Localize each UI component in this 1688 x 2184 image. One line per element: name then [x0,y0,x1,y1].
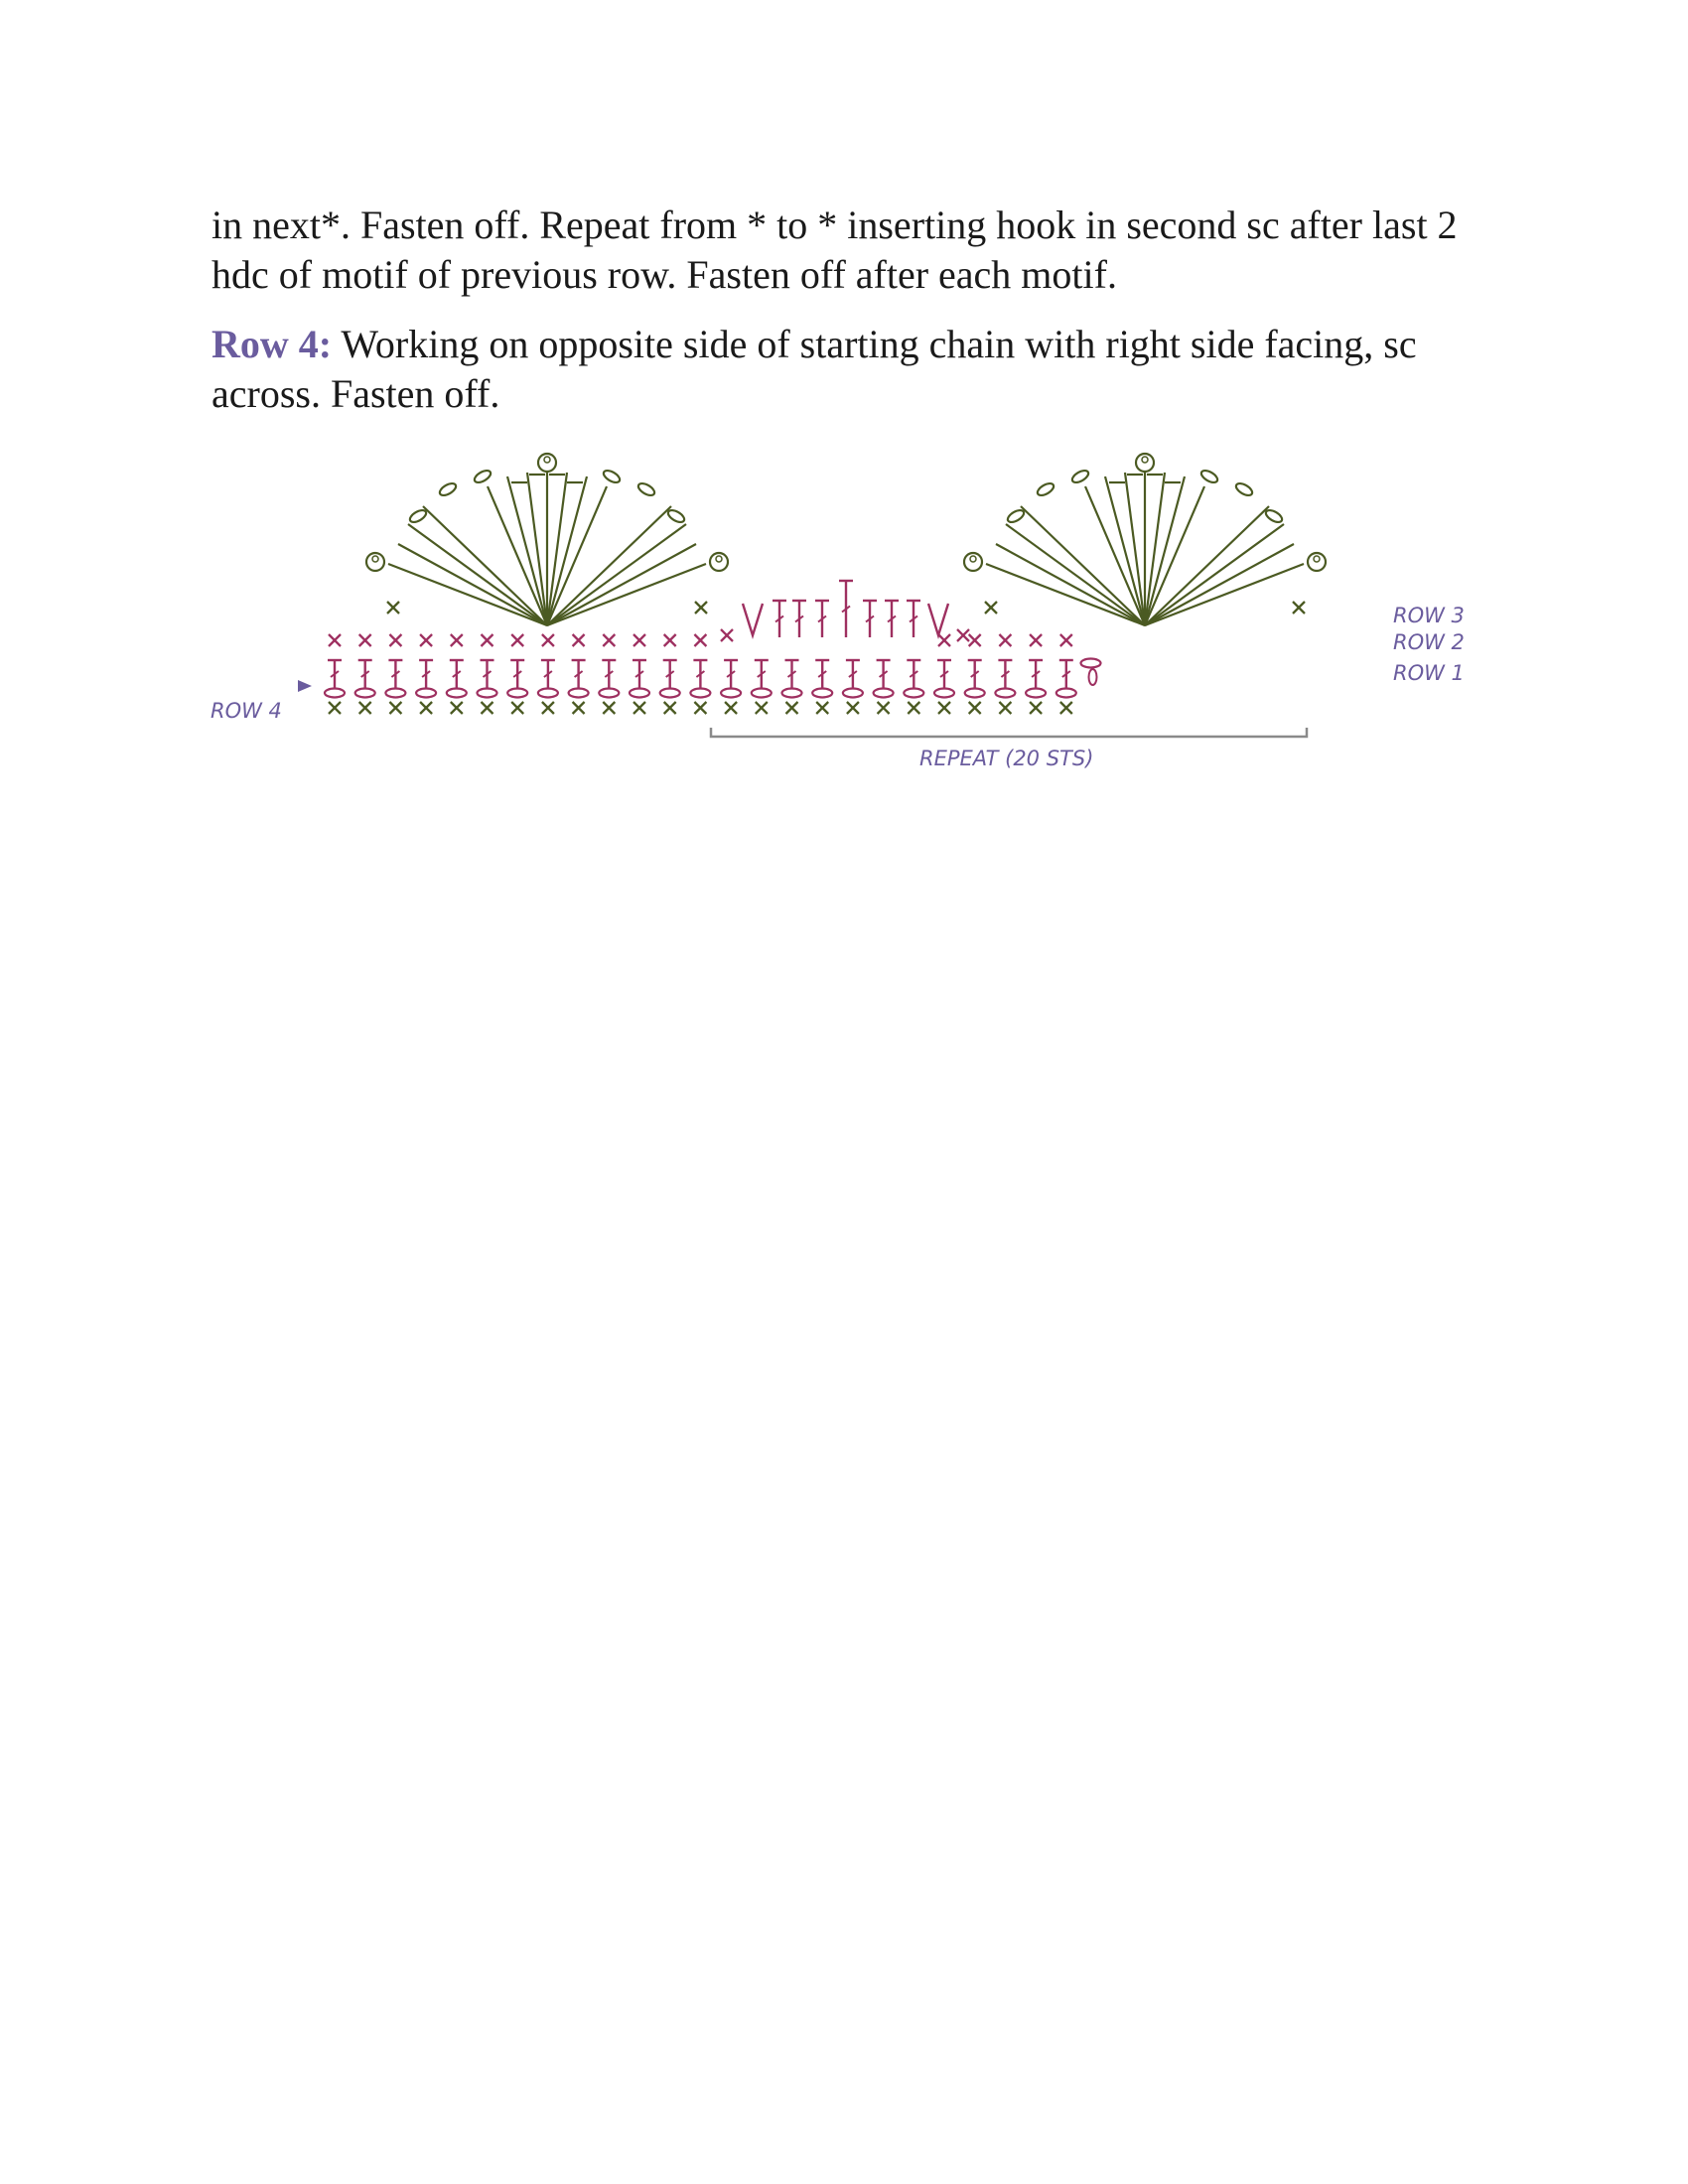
chain-symbol [408,508,428,525]
dc-symbol [328,660,342,688]
sc-symbol [938,634,950,646]
chain-symbol [447,689,467,698]
picot-inner [1314,556,1320,562]
dc-symbol [815,601,829,637]
chain-symbol [630,689,649,698]
picot-inner [716,556,722,562]
sc-symbol [664,702,676,714]
sc-symbol [969,702,981,714]
repeat-bracket [711,728,1307,737]
sc-symbol [420,702,432,714]
sc-symbol [756,702,768,714]
chain-symbol [569,689,589,698]
sc-symbol [694,702,706,714]
row-3-label: ROW 3 [1393,604,1465,627]
sc-symbol [542,634,554,646]
picot-symbol [710,553,728,571]
chain-symbol [660,689,680,698]
fan-spoke [423,506,547,625]
row-4-label: ROW 4 [211,699,282,723]
fan-spoke [547,564,706,625]
row-4-arrow [298,680,312,692]
row-2-label: ROW 2 [1393,630,1465,654]
chain-symbol [416,689,436,698]
dc-symbol [885,601,899,637]
dc-symbol [572,660,586,688]
sc-symbol [957,629,969,641]
sc-symbol [878,702,890,714]
sc-symbol [694,634,706,646]
chain-symbol [995,689,1015,698]
chain-symbol [636,481,656,498]
sc-symbol [573,634,585,646]
picot-symbol [366,553,384,571]
row-1-label: ROW 1 [1393,661,1465,685]
sc-symbol [999,634,1011,646]
stitch-symbols [325,634,1101,714]
sc-symbol [329,702,341,714]
fan-spoke [547,477,587,625]
sc-symbol [969,634,981,646]
sc-symbol [633,702,645,714]
paragraph-text: Working on opposite side of starting chain with right side facing, sc across. Fasten off. [211,322,1417,416]
fan-spoke [1145,544,1294,625]
sc-symbol [786,702,798,714]
chain-symbol [1006,508,1026,525]
sc-symbol [1030,634,1042,646]
sc-symbol [1293,602,1305,614]
dc-symbol [724,660,738,688]
chain-symbol [438,481,458,498]
dc-symbol [663,660,677,688]
sc-symbol [725,702,737,714]
fan-motif [964,454,1326,625]
chain-symbol [965,689,985,698]
v-stitch [928,604,948,635]
dc-symbol [450,660,464,688]
v-stitch [743,604,763,635]
picot-inner [544,457,550,463]
sc-symbol [664,634,676,646]
dc-symbol [815,660,829,688]
sc-symbol [847,702,859,714]
sc-symbol [603,634,615,646]
sc-symbol [603,702,615,714]
sc-symbol [359,702,371,714]
sc-symbol [633,634,645,646]
dc-symbol [877,660,891,688]
sc-symbol [420,634,432,646]
fan-motif [366,454,728,625]
chain-symbol [843,689,863,698]
sc-symbol [482,702,493,714]
dc-symbol [755,660,769,688]
picot-symbol [964,553,982,571]
sc-symbol [542,702,554,714]
repeat-label: REPEAT (20 STS) [919,747,1094,770]
chain-symbol [1036,481,1055,498]
chain-symbol [812,689,832,698]
fan-spoke [986,564,1145,625]
sc-symbol [329,634,341,646]
chain-symbol [599,689,619,698]
fan-spoke [507,477,547,625]
dc-symbol [1029,660,1043,688]
dc-symbol [907,660,920,688]
sc-symbol [999,702,1011,714]
picot-inner [372,556,378,562]
sc-symbol [1060,702,1072,714]
dc-symbol [937,660,951,688]
sc-symbol [938,702,950,714]
sc-symbol [908,702,919,714]
fan-spoke [547,544,696,625]
chain-symbol [1070,469,1090,485]
dc-symbol [388,660,402,688]
chain-symbol [325,689,345,698]
chain-symbol [355,689,375,698]
dc-symbol [510,660,524,688]
chain-symbol [1199,469,1219,485]
chain-symbol [782,689,802,698]
chain-symbol [385,689,405,698]
chain-symbol [473,469,492,485]
chain-symbol [1056,689,1076,698]
row-label: Row 4: [211,322,333,366]
dc-symbol [839,581,853,637]
fan-spoke [1145,477,1185,625]
sc-symbol [1030,702,1042,714]
chain-symbol [904,689,923,698]
fan-spoke [1145,506,1269,625]
sc-symbol [985,602,997,614]
sc-symbol [359,634,371,646]
fan-spoke [996,544,1145,625]
sc-symbol [482,634,493,646]
dc-symbol [481,660,494,688]
sc-symbol [451,634,463,646]
sc-symbol [1060,634,1072,646]
sc-symbol [721,629,733,641]
picot-inner [970,556,976,562]
dc-symbol [358,660,372,688]
dc-symbol [1059,660,1073,688]
fan-spoke [1105,477,1145,625]
sc-symbol [573,702,585,714]
chain-symbol [721,689,741,698]
dc-symbol [419,660,433,688]
fan-spoke [1021,506,1145,625]
chain-symbol [1081,659,1101,668]
dc-symbol [863,601,877,637]
sc-symbol [387,602,399,614]
picot-symbol [1308,553,1326,571]
fan-spoke [547,506,671,625]
chain-symbol [752,689,772,698]
fan-spoke [398,544,547,625]
chain-symbol [1264,508,1284,525]
dc-symbol [998,660,1012,688]
sc-symbol [511,634,523,646]
sc-symbol [695,602,707,614]
picot-inner [1142,457,1148,463]
chain-symbol [874,689,894,698]
sc-symbol [816,702,828,714]
chain-symbol [666,508,686,525]
picot-symbol [1136,454,1154,472]
chain-symbol [1234,481,1254,498]
sc-symbol [511,702,523,714]
chain-symbol [1026,689,1046,698]
sc-symbol [451,702,463,714]
middle-shell [721,581,969,641]
chain-symbol [507,689,527,698]
fan-spoke [388,564,547,625]
dc-symbol [541,660,555,688]
dc-symbol [773,601,786,637]
chain-symbol [538,689,558,698]
picot-symbol [538,454,556,472]
dc-symbol [846,660,860,688]
dc-symbol [693,660,707,688]
dc-symbol [602,660,616,688]
chain-symbol [478,689,497,698]
paragraph-text: in next*. Fasten off. Repeat from * to * inserting hook in second sc after last 2 hdc of motif of previous row. Fasten off after each motif. [211,203,1458,297]
dc-symbol [785,660,799,688]
dc-symbol [968,660,982,688]
dc-symbol [907,601,920,637]
sc-symbol [389,702,401,714]
chain-symbol [934,689,954,698]
sc-symbol [389,634,401,646]
dc-symbol [792,601,806,637]
turning-chain [1089,669,1097,685]
fan-spoke [1145,564,1304,625]
chain-symbol [690,689,710,698]
dc-symbol [633,660,646,688]
chain-symbol [602,469,622,485]
